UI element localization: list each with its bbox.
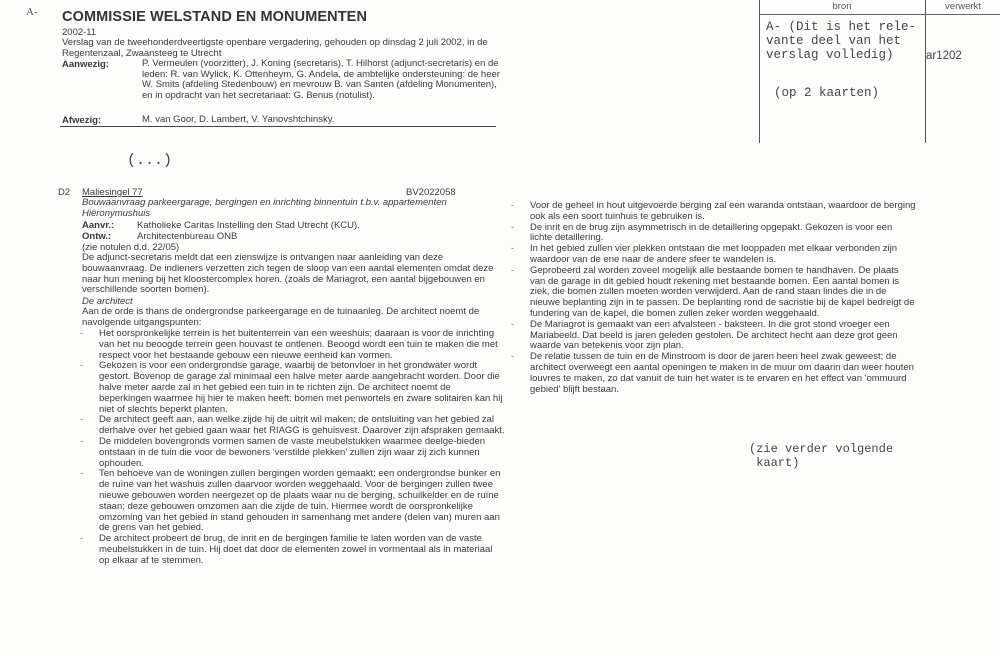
list-item — [511, 244, 916, 266]
absent-text: M. van Goor, D. Lambert, V. Yanovshtchinsky. — [142, 114, 335, 125]
architect-heading: De architect — [82, 296, 133, 307]
table-border-left — [759, 0, 760, 143]
list-item — [80, 361, 505, 415]
bullet-dash: - — [511, 318, 515, 330]
list-item — [80, 329, 505, 361]
intro-paragraph: De adjunct-secretaris meldt dat een zienswijze is ontvangen naar aanleiding van deze bouwaanvraag. De indieners verzetten zich tegen de sloop van een aantal elementen omdat deze naar hun mening bij het kloostercomplex horen. (zoals de Mariagrot, een aantal bijgebouwen en verschillende soorten bomen). — [82, 252, 494, 296]
bullet-dash: - — [80, 468, 84, 480]
item-address: Maliesingel 77 — [82, 187, 143, 198]
table-header-line — [759, 14, 1000, 15]
card-pages-note: (op 2 kaarten) — [774, 86, 880, 100]
list-item-text: In het gebied zullen vier plekken ontstaan die met looppaden met elkaar verbonden zijn waardoor van de ene naar de andere sfeer te wandelen is. — [530, 243, 898, 265]
absent-label: Afwezig: — [62, 115, 102, 126]
bullet-dash: - — [80, 360, 84, 372]
card-note: A- (Dit is het rele- vante deel van het verslag volledig) — [766, 20, 917, 62]
item-code: D2 — [58, 187, 71, 198]
bullet-dash: - — [511, 243, 515, 255]
bullet-dash: - — [511, 200, 515, 211]
bullet-dash: - — [80, 435, 84, 447]
list-item-text: Geprobeerd zal worden zoveel mogelijk alle bestaande bomen te handhaven. De plaats van de garage in dit gebied houdt rekening met bestaande bomen. Een aantal bomen is ziek, die bomen zullen moeten worden verwijderd. Aan de rand staan lindes die in de nieuwe beplanting zijn in te passen. De beplanting rond de sacristie bij de kapel bedreigt de fundering van de kapel, die bomen zullen zeker worden weggehaald. — [530, 264, 915, 319]
item-description: Bouwaanvraag parkeergarage, bergingen en inrichting binnentuin t.b.v. appartementen Hiëronymushuis — [82, 197, 447, 219]
applicant-value: Katholieke Caritas Instelling den Stad Utrecht (KCU). — [137, 220, 360, 231]
header-divider — [60, 126, 496, 127]
list-item — [80, 534, 505, 566]
right-points-list — [511, 201, 916, 395]
order-paragraph: Aan de orde is thans de ondergrondse parkeergarage en de tuinaanleg. De architect noemt de navolgende uitgangspunten: — [82, 306, 480, 328]
bullet-dash: - — [80, 328, 84, 339]
list-item — [80, 415, 505, 437]
list-item-text: De architect geeft aan, aan welke zijde hij de uitrit wil maken; de ontsluiting van het gebied zal derhalve over het gebied gaan waar het RIAGG is gehuisvest. Daarover zijn afspraken gemaakt. — [99, 414, 505, 437]
list-item-text: Gekozen is voor een ondergrondse garage, waarbij de betonvloer in het grondwater wordt gestort. Bovenop de garage zal minimaal een halve meter aarde aangebracht worden. Door die halve meter aarde zal in het gebied een tuin in te richten zijn. De architect noemt de beperkingen waarmee hij hier te maken heeft: bomen met penwortels en zware solitairen kan hij niet of slechts beperkt planten. — [99, 360, 503, 415]
bullet-dash: - — [511, 264, 515, 276]
document-title: COMMISSIE WELSTAND EN MONUMENTEN — [62, 9, 368, 25]
list-item — [511, 352, 916, 395]
list-item — [80, 469, 505, 534]
list-item — [511, 266, 916, 320]
column-header-bron: bron — [832, 1, 852, 12]
list-item — [511, 201, 916, 223]
list-item — [511, 223, 916, 245]
continued-note: (zie verder volgende kaart) — [749, 442, 894, 470]
bullet-dash: - — [511, 221, 515, 233]
bullet-dash: - — [511, 351, 515, 363]
card-reference: ar1202 — [926, 50, 962, 62]
list-item-text: Voor de geheel in hout uitgevoerde berging zal een waranda ontstaan, waardoor de berging ook als een soort tuinhuis te gebruiken is. — [530, 200, 916, 222]
list-item-text: De architect probeert de brug, de inrit en de bergingen familie te laten worden van de vaste meubelstukken in de tuin. Hij doet dat door de elementen zowel in vormentaal als in materiaal op elkaar af te stemmen. — [99, 533, 493, 566]
applicant-label: Aanvr.: — [82, 220, 115, 231]
document-number: 2002-11 — [62, 27, 97, 38]
column-header-verwerkt: verwerkt — [945, 1, 981, 12]
designer-value: Architectenbureau ONB — [137, 231, 238, 242]
table-column-divider — [925, 0, 926, 143]
bullet-dash: - — [80, 414, 84, 426]
notes-reference: (zie notulen d.d. 22/05) — [82, 242, 180, 253]
present-label: Aanwezig: — [62, 59, 109, 70]
list-item-text: De Mariagrot is gemaakt van een afvalsteen - baksteen. In die grot stond vroeger een Mariabeeld. Dat beeld is jaren geleden gestolen. De architect hecht aan deze grot geen waarde van betekenis voor zijn plan. — [530, 318, 898, 352]
designer-label: Ontw.: — [82, 231, 112, 242]
margin-mark: A- — [26, 6, 38, 18]
list-item-text: De inrit en de brug zijn asymmetrisch in de detaillering opgepakt. Gekozen is voor een lichte detaillering. — [530, 221, 893, 244]
list-item — [80, 437, 505, 469]
left-points-list — [80, 329, 505, 567]
list-item — [511, 320, 916, 352]
list-item-text: Het oorspronkelijke terrein is het buitenterrein van een weeshuis; daaraan is voor de inrichting van het nu beoogde terrein geen houvast te ontlenen. Beoogd wordt een tuin te maken die met respect voor het bestaande gebouw een nieuwe eenheid kan vormen. — [99, 328, 498, 361]
bullet-dash: - — [80, 533, 84, 545]
present-text: P. Vermeulen (voorzitter), J. Koning (secretaris), T. Hilhorst (adjunct-secretaris) en de leden: R. van Wylick, K. Ottenheym, G. Andela, de ambtelijke ondersteuning: de heer W. Smits (afdeling Stedenbouw) en mevrouw B. van Santen (afdeling Monumenten), en in opdracht van het secretariaat: G. Benus (notulist). — [142, 58, 500, 101]
omission-mark: (...) — [127, 152, 173, 169]
list-item-text: De middelen bovengronds vormen samen de vaste meubelstukken waarmee deelge-bieden ontstaan in de tuin die voor de bewoners 'verstilde plekken' zullen zijn waar zij zich kunnen ophouden. — [99, 435, 486, 469]
document-subtitle: Verslag van de tweehonderdveertigste openbare vergadering, gehouden op dinsdag 2 juli 2002, in de Regentenzaal, Zwaansteeg te Utrecht — [62, 37, 488, 59]
list-item-text: De relatie tussen de tuin en de Minstroom is door de jaren heen heel zwak geweest; de architect overweegt een aantal openingen te maken in de muur om daarin dan weer houten louvres te maken, zo dat vanuit de tuin het water is te ervaren en het effect van 'ommuurd gebied' blijft bestaan. — [530, 351, 914, 395]
item-reference: BV2022058 — [406, 187, 456, 198]
list-item-text: Ten behoeve van de woningen zullen bergingen worden gemaakt; een ondergrondse bunker en de ruïne van het washuis zullen daarvoor worden weggehaald. Voor de bergingen zullen twee nieuwe gebouwen worden neergezet op de plaats waar nu de berging, schuilkelder en de ruïne staan; deze gebouwen omzomen aan die zijde de tuin. Hiermee wordt de oorspronkelijke omzoming van het gebied in stand gehouden in samenhang met andere (delen van) muren aan de grens van het gebied. — [99, 468, 501, 534]
